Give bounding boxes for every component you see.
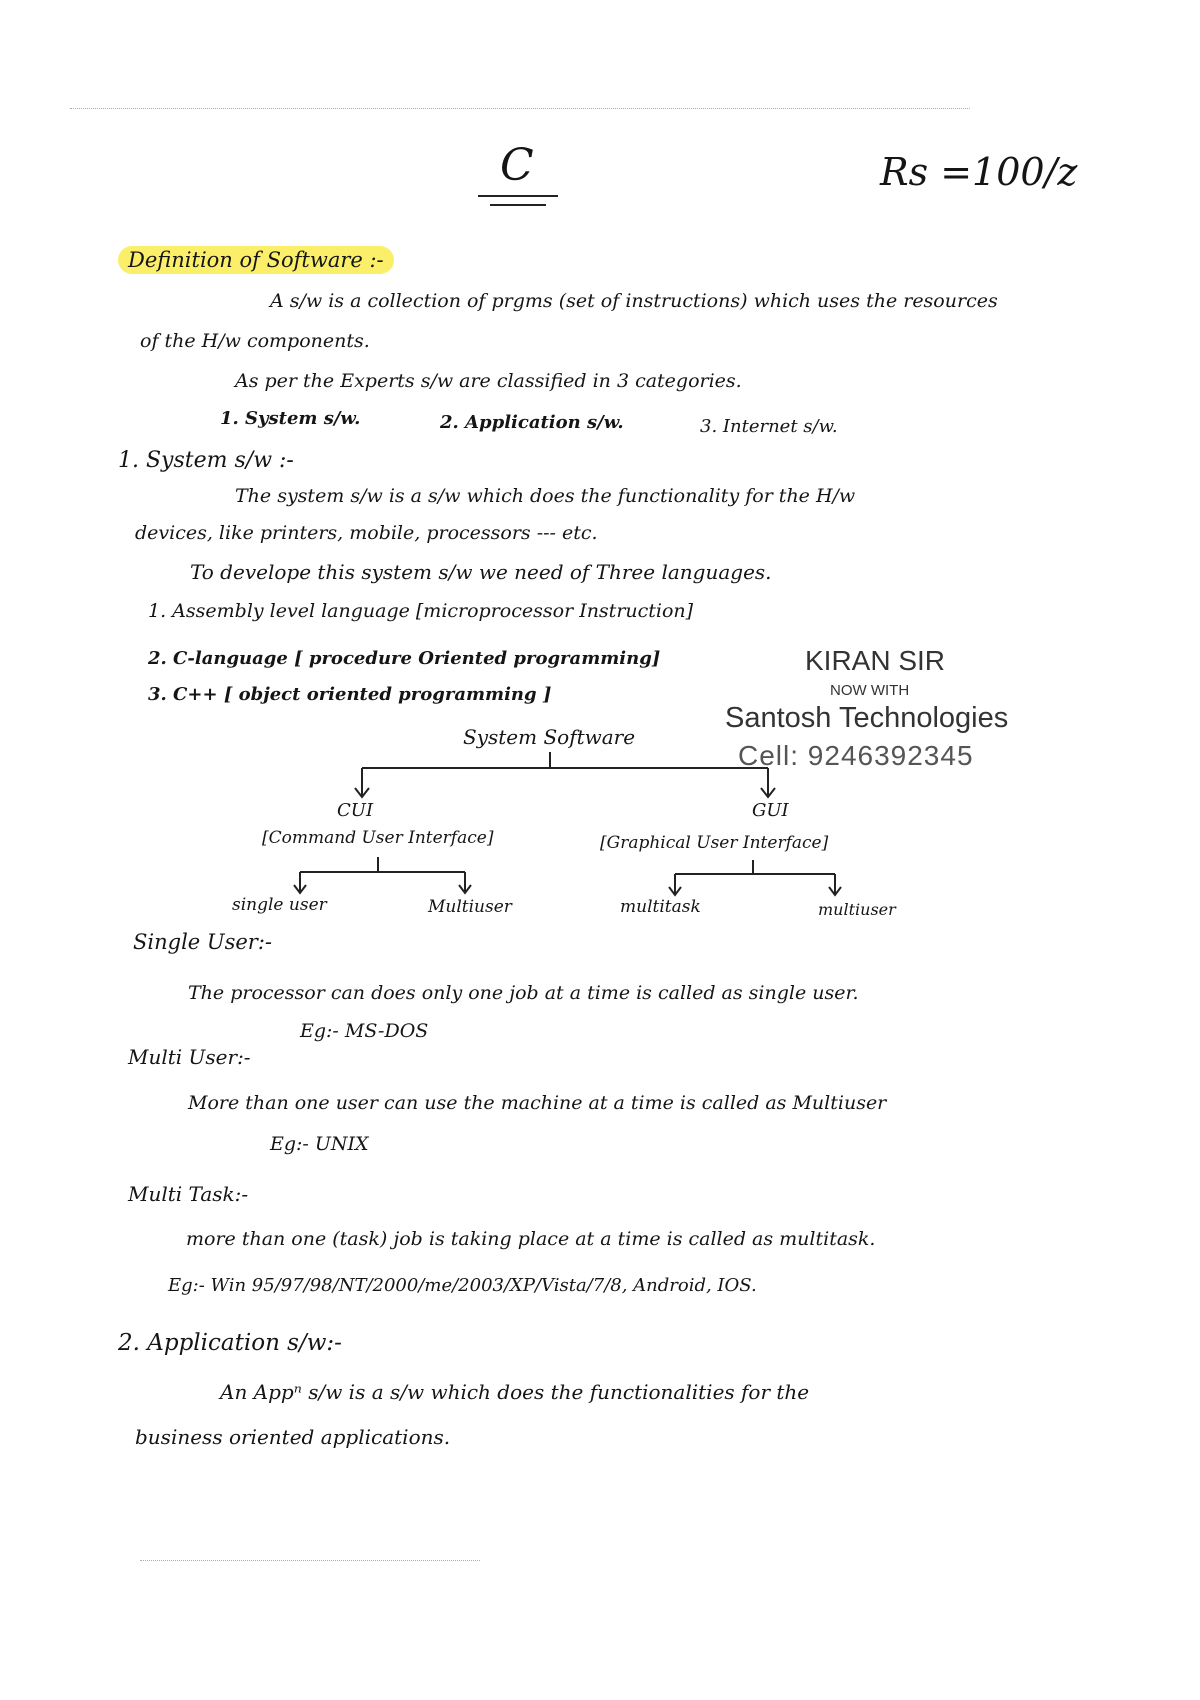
classification-text: As per the Experts s/w are classified in 3 categories. [235,370,742,392]
multi-task-heading: Multi Task:- [128,1182,249,1206]
single-user-heading: Single User:- [133,930,273,954]
diagram-cui: CUI [337,800,374,821]
stamp-name: KIRAN SIR [805,645,946,676]
category-item: 3. Internet s/w. [700,416,838,437]
multi-user-text: More than one user can use the machine at a time is called as Multiuser [188,1092,887,1114]
multi-user-example: Eg:- UNIX [270,1133,369,1155]
system-sw-text-line2: devices, like printers, mobile, processors --- etc. [135,522,598,544]
application-sw-text-line1: An Appⁿ s/w is a s/w which does the functionalities for the [220,1380,810,1404]
multi-task-text: more than one (task) job is taking place at a time is called as multitask. [186,1228,876,1250]
application-sw-heading: 2. Application s/w:- [118,1330,342,1356]
language-item: 1. Assembly level language [microprocessor Instruction] [148,600,694,622]
language-item: 3. C++ [ object oriented programming ] [148,684,552,705]
diagram-root: System Software [463,725,636,749]
multi-user-heading: Multi User:- [128,1045,251,1069]
application-sw-text-line2: business oriented applications. [135,1425,451,1449]
stamp-company: Santosh Technologies [725,702,1009,734]
diagram-gui-full: [Graphical User Interface] [600,833,829,853]
single-user-text: The processor can does only one job at a time is called as single user. [188,982,859,1004]
single-user-example: Eg:- MS-DOS [300,1020,429,1042]
stamp-now-with: NOW WITH [830,682,910,699]
multi-task-example: Eg:- Win 95/97/98/NT/2000/me/2003/XP/Vista/7/8, Android, IOS. [168,1275,757,1296]
develop-text: To develope this system s/w we need of Three languages. [190,560,772,584]
diagram-cui-full: [Command User Interface] [262,828,494,848]
definition-heading: Definition of Software :- [118,246,394,274]
definition-text-line1: A s/w is a collection of prgms (set of instructions) which uses the resources [270,290,998,312]
system-sw-text-line1: The system s/w is a s/w which does the functionality for the H/w [235,485,856,507]
stamp-cell: Cell: 9246392345 [738,740,974,771]
language-item: 2. C-language [ procedure Oriented programming] [148,648,661,669]
page-title: C [500,140,534,191]
diagram-leaf: multiuser [818,900,896,919]
price-note: Rs =100/z [880,150,1078,194]
category-item: 1. System s/w. [220,408,361,429]
diagram-leaf: single user [232,895,327,915]
definition-text-line2: of the H/w components. [140,330,370,352]
diagram-leaf: multitask [620,897,701,917]
category-item: 2. Application s/w. [440,412,624,433]
diagram-gui: GUI [752,800,789,821]
system-sw-heading: 1. System s/w :- [118,448,294,473]
diagram-leaf: Multiuser [428,897,512,917]
